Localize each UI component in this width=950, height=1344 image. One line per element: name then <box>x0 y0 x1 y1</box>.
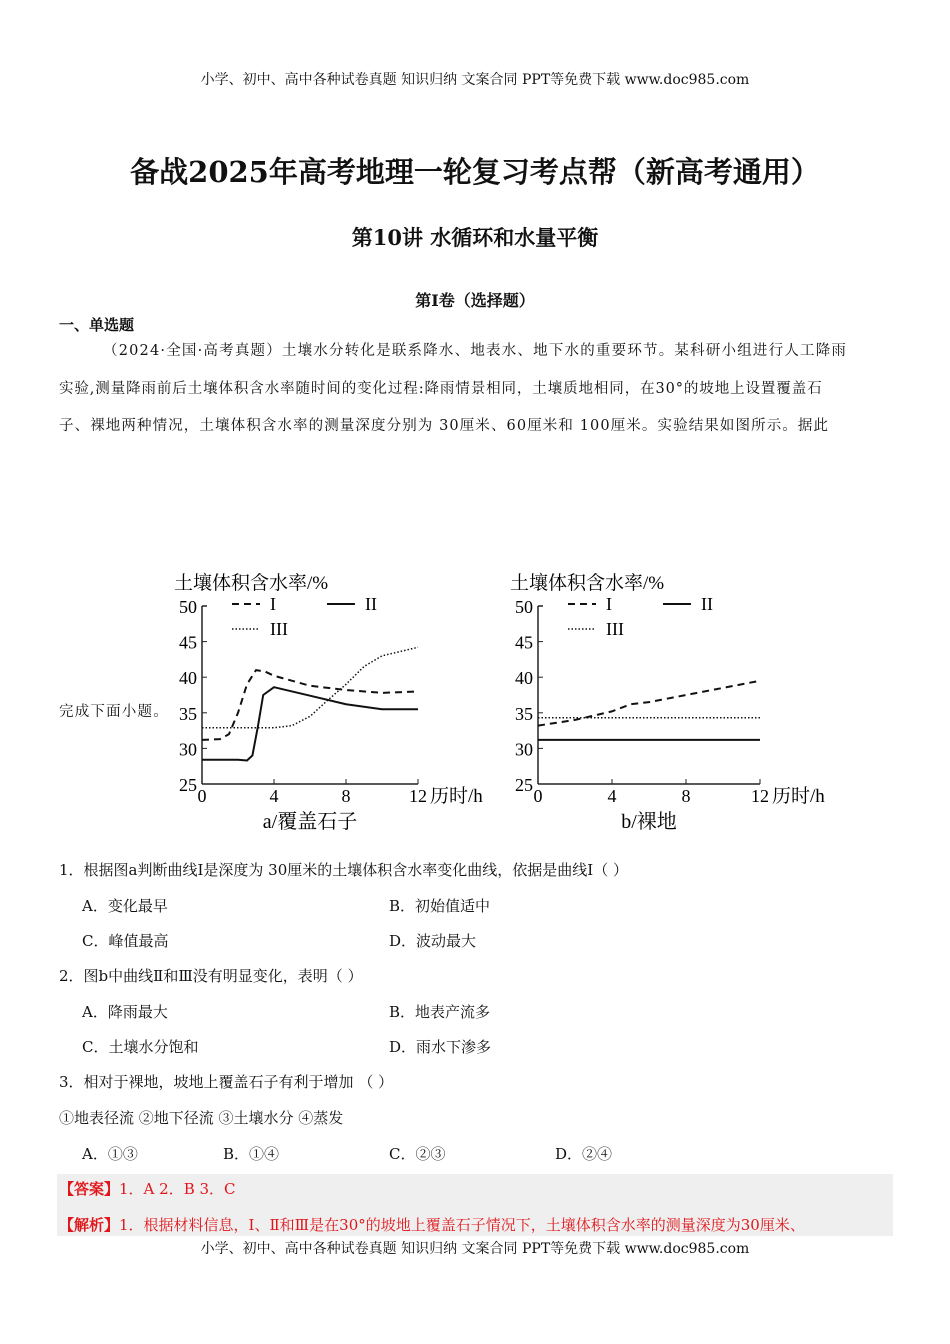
x-tick-label: 8 <box>681 786 691 806</box>
question-3-stem: 3．相对于裸地，坡地上覆盖石子有利于增加 （ ） <box>59 1073 394 1091</box>
q2-option-a[interactable]: A．降雨最大 <box>82 1003 168 1021</box>
y-tick-label: 25 <box>179 775 197 795</box>
x-axis-label: 历时/h <box>430 786 483 807</box>
legend-label-II: II <box>701 594 713 614</box>
legend-label-I: I <box>270 594 276 614</box>
y-tick-label: 30 <box>515 739 533 760</box>
analysis-line <box>59 1214 805 1235</box>
section-title: 第I卷（选择题） <box>415 291 535 310</box>
legend-label-III: III <box>606 619 624 639</box>
q3-option-d[interactable]: D．②④ <box>555 1145 613 1163</box>
q2-option-d[interactable]: D．雨水下渗多 <box>389 1038 492 1056</box>
answer-text: 1．A 2．B 3．C <box>119 1180 236 1198</box>
intro-line: 子、裸地两种情况，土壤体积含水率的测量深度分别为 30厘米、60厘米和 100厘米。实验结果如图所示。据此 <box>59 418 830 434</box>
y-tick-label: 35 <box>515 703 533 724</box>
question-1-stem: 1．根据图a判断曲线I是深度为 30厘米的土壤体积含水率变化曲线，依据是曲线I（ ） <box>59 861 628 879</box>
legend-label-III: III <box>270 619 288 639</box>
series-line-I <box>202 670 418 740</box>
legend-label-II: II <box>365 594 377 614</box>
series-line-III <box>202 647 418 727</box>
q2-option-b[interactable]: B．地表产流多 <box>389 1003 491 1021</box>
y-tick-label: 50 <box>515 597 533 617</box>
x-tick-label: 4 <box>269 786 279 806</box>
chart-caption: b/裸地 <box>621 811 677 833</box>
y-axis-label: 土壤体积含水率/% <box>510 573 665 594</box>
question-2-stem: 2．图b中曲线Ⅱ和Ⅲ没有明显变化，表明（ ） <box>59 967 363 985</box>
y-axis-label: 土壤体积含水率/% <box>174 573 329 594</box>
y-tick-label: 45 <box>179 632 197 653</box>
y-tick-label: 40 <box>179 668 197 689</box>
lesson-title: 第10讲 水循环和水量平衡 <box>351 225 599 250</box>
part-heading: 一、单选题 <box>59 316 135 334</box>
chart-b <box>500 565 850 840</box>
intro-line: （2024·全国·高考真题）土壤水分转化是联系降水、地表水、地下水的重要环节。某科研小组进行人工降雨 <box>103 343 848 359</box>
chart-a <box>160 565 520 840</box>
q2-option-c[interactable]: C．土壤水分饱和 <box>82 1038 199 1056</box>
intro-line: 完成下面小题。 <box>59 704 169 720</box>
x-tick-label: 0 <box>533 786 543 806</box>
intro-line: 实验,测量降雨前后土壤体积含水率随时间的变化过程:降雨情景相同，土壤质地相同，在30°的坡地上设置覆盖石 <box>59 381 823 397</box>
answer-line <box>59 1178 236 1199</box>
x-axis-label: 历时/h <box>772 786 825 807</box>
legend-label-I: I <box>606 594 612 614</box>
q3-option-a[interactable]: A．①③ <box>82 1145 138 1163</box>
analysis-label: 【解析】 <box>59 1216 120 1234</box>
page-title: 备战2025年高考地理一轮复习考点帮（新高考通用） <box>130 155 820 189</box>
y-tick-label: 50 <box>179 597 197 617</box>
q3-items: ①地表径流 ②地下径流 ③土壤水分 ④蒸发 <box>59 1109 344 1127</box>
x-tick-label: 12 <box>751 786 769 806</box>
q1-option-c[interactable]: C．峰值最高 <box>82 932 169 950</box>
y-tick-label: 45 <box>515 632 533 653</box>
y-tick-label: 30 <box>179 739 197 760</box>
y-tick-label: 35 <box>179 703 197 724</box>
x-tick-label: 8 <box>341 786 351 806</box>
q1-option-b[interactable]: B．初始值适中 <box>389 897 491 915</box>
page-header: 小学、初中、高中各种试卷真题 知识归纳 文案合同 PPT等免费下载 www.doc985.com <box>200 72 750 88</box>
x-tick-label: 12 <box>409 786 427 806</box>
chart-caption: a/覆盖石子 <box>262 811 358 833</box>
answer-label: 【答案】 <box>59 1180 120 1198</box>
page-footer: 小学、初中、高中各种试卷真题 知识归纳 文案合同 PPT等免费下载 www.doc985.com <box>200 1241 750 1257</box>
y-tick-label: 40 <box>515 668 533 689</box>
x-tick-label: 4 <box>607 786 617 806</box>
q1-option-d[interactable]: D．波动最大 <box>389 932 477 950</box>
q1-option-a[interactable]: A．变化最早 <box>82 897 168 915</box>
analysis-text: 1．根据材料信息，I、Ⅱ和Ⅲ是在30°的坡地上覆盖石子情况下，土壤体积含水率的测量深度为30厘米、 <box>119 1216 805 1234</box>
q3-option-c[interactable]: C．②③ <box>389 1145 446 1163</box>
x-tick-label: 0 <box>197 786 207 806</box>
series-line-I <box>538 681 760 726</box>
q3-option-b[interactable]: B．①④ <box>223 1145 280 1163</box>
y-tick-label: 25 <box>515 775 533 795</box>
